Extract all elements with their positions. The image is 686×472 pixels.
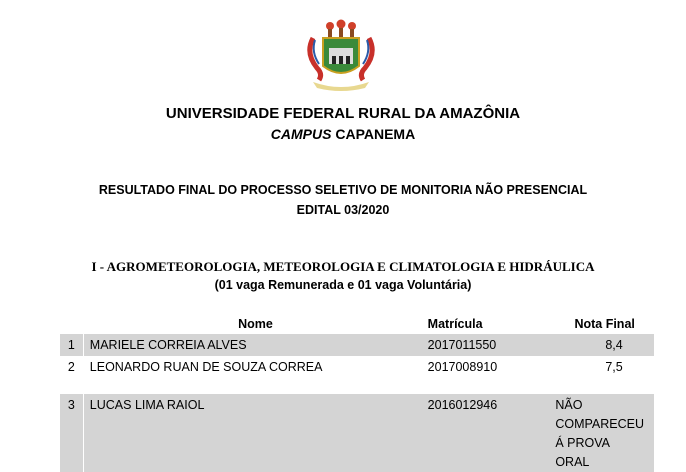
document-title: RESULTADO FINAL DO PROCESSO SELETIVO DE MONITORIA NÃO PRESENCIAL <box>98 183 588 197</box>
row-number: 2 <box>60 356 83 394</box>
campus-city: CAPANEMA <box>335 126 416 142</box>
header-nota-final: Nota Final <box>574 316 635 331</box>
institution-name: UNIVERSIDADE FEDERAL RURAL DA AMAZÔNIA <box>165 105 521 122</box>
student-name: LUCAS LIMA RAIOL <box>83 394 427 472</box>
header-nome: Nome <box>238 316 273 331</box>
nota-value: 8,4 <box>605 338 623 352</box>
section-heading: I - AGROMETEOROLOGIA, METEOROLOGIA E CLIMATOLOGIA E HIDRÁULICA <box>91 259 595 274</box>
edital-number: EDITAL 03/2020 <box>296 203 390 217</box>
nota-value: 7,5 <box>605 360 623 374</box>
student-name: MARIELE CORREIA ALVES <box>83 334 427 356</box>
student-matricula: 2017008910 <box>427 360 498 374</box>
student-nota <box>555 334 654 356</box>
table-row <box>60 394 654 472</box>
header-matricula: Matrícula <box>427 316 483 331</box>
section-subheading: (01 vaga Remunerada e 01 vaga Voluntária) <box>214 278 472 292</box>
table-header-row <box>60 313 654 334</box>
student-matricula: 2016012946 <box>428 394 556 472</box>
table-row <box>60 356 654 394</box>
university-crest-logo <box>303 18 379 92</box>
student-nota: NÃO COMPARECEU Á PROVA ORAL <box>555 394 654 472</box>
campus-label: CAMPUS <box>270 126 332 142</box>
student-name: LEONARDO RUAN DE SOUZA CORREA <box>89 360 323 374</box>
student-matricula: 2017011550 <box>428 334 556 356</box>
table-row <box>60 334 654 356</box>
results-table <box>60 313 654 472</box>
student-nota <box>555 356 654 394</box>
row-number: 3 <box>60 394 83 472</box>
row-number: 1 <box>60 334 83 356</box>
campus-name <box>0 126 686 142</box>
